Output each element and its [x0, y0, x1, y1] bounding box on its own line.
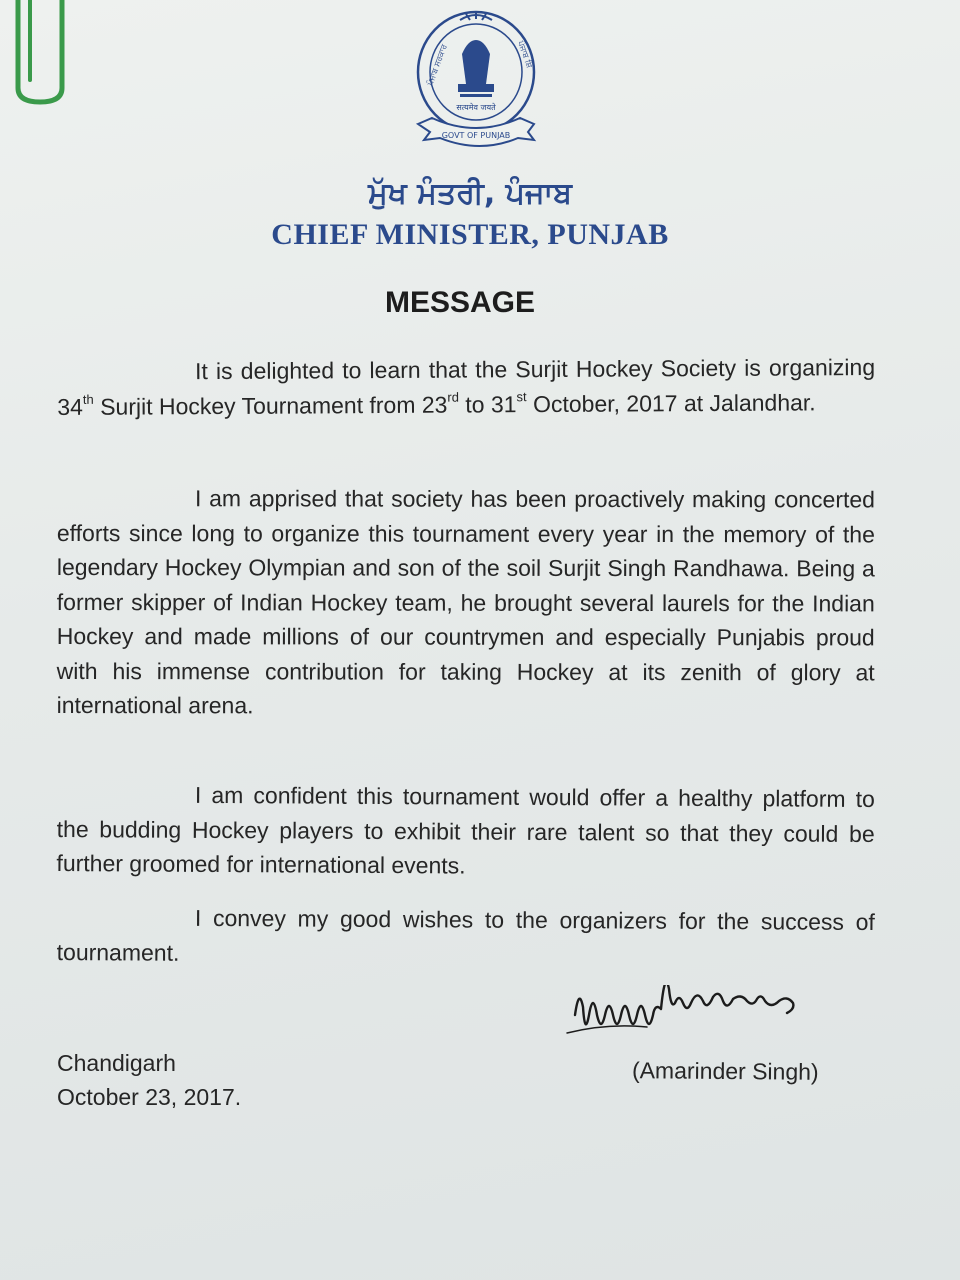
para1-text-a: It is delighted to learn that the Surjit Hockey Society is organizing 34: [57, 354, 876, 420]
paperclip-icon: [0, 0, 80, 110]
emblem-motto: सत्यमेव जयते: [456, 103, 496, 112]
para1-text-c: to 31: [458, 390, 517, 418]
signatory-name: (Amarinder Singh): [631, 1057, 819, 1085]
para1-superscript-th: th: [82, 391, 94, 407]
message-paragraph-4: [57, 900, 875, 974]
emblem-seal-text-left: ਪੰਜਾਬ ਸਰਕਾਰ: [425, 43, 449, 87]
para3-text: I am confident this tournament would offer a healthy platform to the budding Hockey players to exhibit their rare talent so that they could be further groomed for international events.: [56, 781, 875, 879]
para2-text: I am apprised that society has been proactively making concerted efforts since long to organize this tournament every year in the memory of the legendary Hockey Olympian and son of the soil Surjit Singh Randhawa. Being a former skipper of Indian Hockey team, he brought several laurels for the Indian Hockey and made millions of our countrymen and especially Punjabis proud with his immense contribution for taking Hockey at its zenith of glory at international arena.: [56, 485, 875, 719]
message-paragraph-2: [57, 481, 875, 724]
letterhead-title-english: CHIEF MINISTER, PUNJAB: [271, 218, 669, 251]
para1-text-d: October, 2017 at Jalandhar.: [526, 388, 816, 417]
government-emblem-icon: [410, 6, 542, 156]
date-text: October 23, 2017.: [57, 1084, 242, 1110]
handwritten-signature: [565, 985, 855, 1045]
place-and-date: [57, 1046, 241, 1114]
place-text: Chandigarh: [57, 1050, 176, 1076]
message-paragraph-1: [57, 350, 875, 424]
para1-superscript-rd: rd: [447, 389, 459, 405]
message-heading: MESSAGE: [384, 286, 536, 319]
para4-text: I convey my good wishes to the organizers for the success of tournament.: [56, 904, 875, 966]
message-paragraph-3: [56, 777, 875, 885]
emblem-ribbon-text: GOVT OF PUNJAB: [441, 131, 511, 140]
para1-superscript-st: st: [516, 388, 527, 405]
letterhead-title-punjabi: ਮੁੱਖ ਮੰਤਰੀ, ਪੰਜਾਬ: [368, 176, 572, 211]
emblem-seal-text-right: ਪੰਜਾਬ ਸ਼ਿ: [516, 39, 535, 70]
para1-text-b: Surjit Hockey Tournament from 23: [93, 391, 448, 420]
